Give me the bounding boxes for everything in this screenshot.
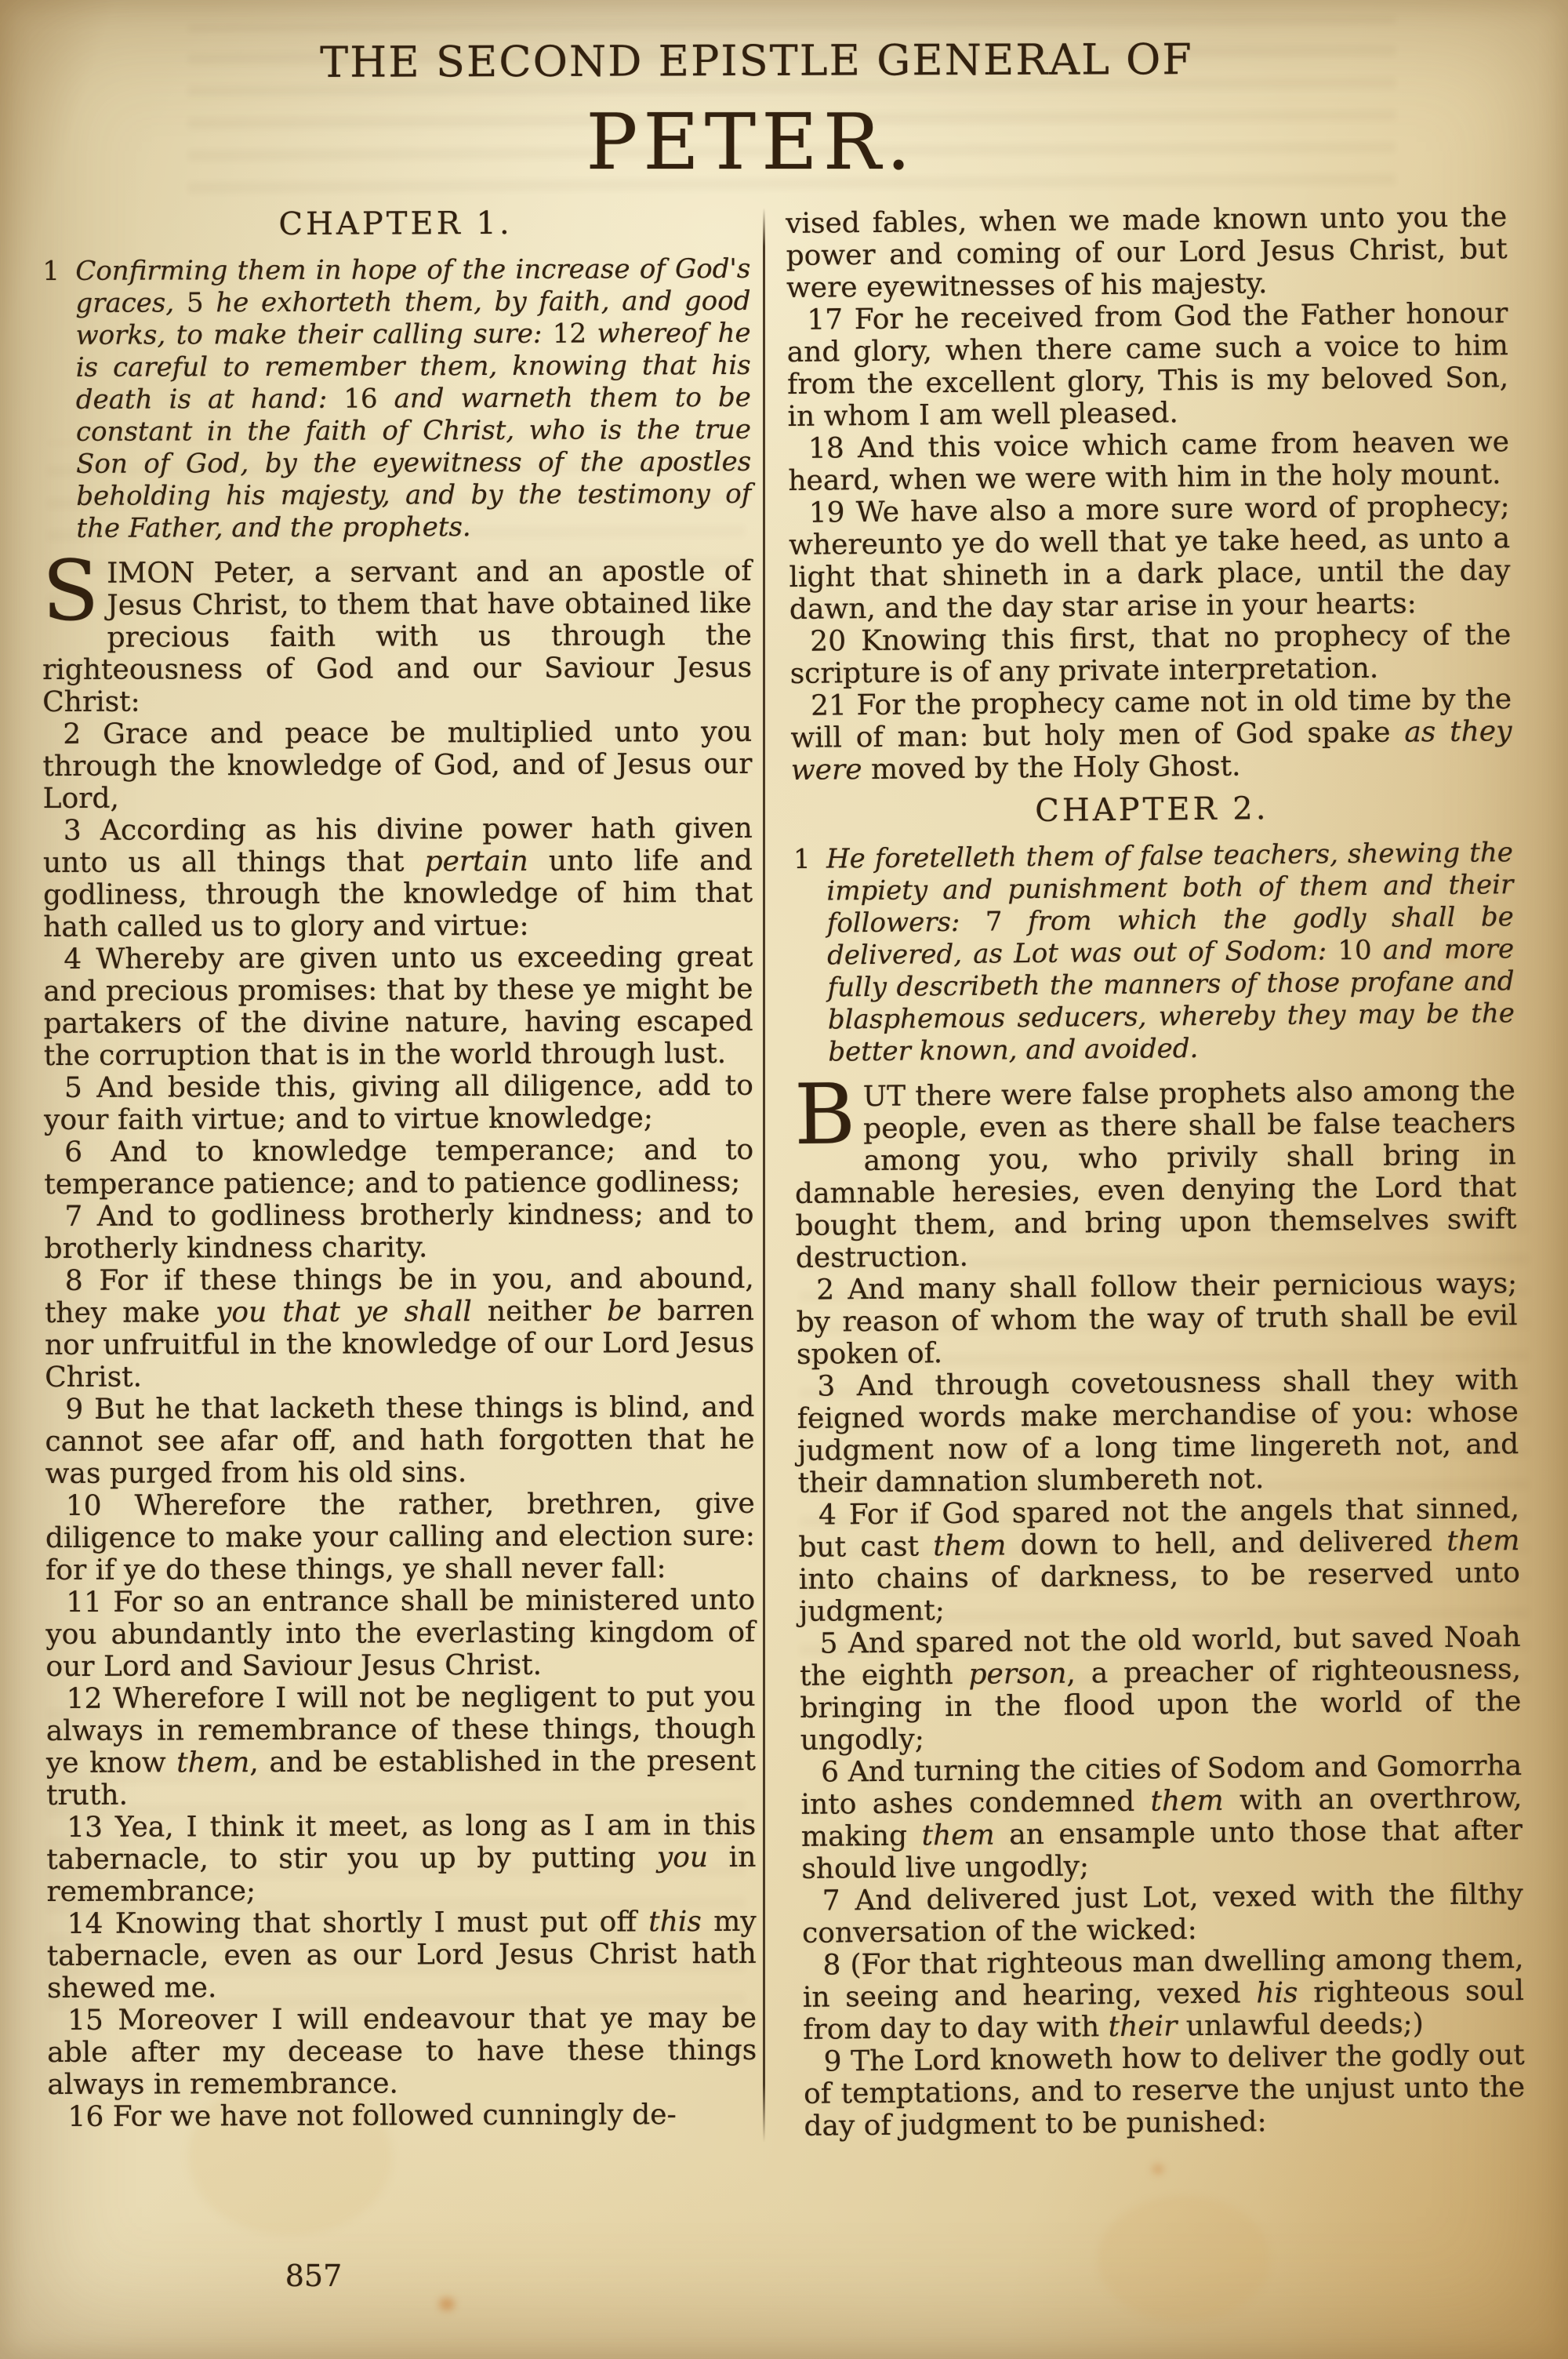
verse: vised fables, when we made known unto you the power and coming of our Lord Jesus Christ, but were eyewitnesses of his majesty.	[786, 201, 1508, 304]
verse: 19 We have also a more sure word of prophecy; whereunto ye do well that ye take heed, as unto a light that shineth in a dark place, until the day dawn, and the day star arise in your hearts:	[788, 490, 1511, 626]
page-number: 857	[285, 2259, 343, 2293]
chapter-2-heading: CHAPTER 2.	[1035, 791, 1269, 829]
chapter-2-verses	[793, 1066, 1526, 2143]
verse: 17 For he received from God the Father honour and glory, when there came such a voice to him from the excellent glory, This is my beloved Son, in whom I am well pleased.	[786, 297, 1509, 433]
verse: 4 For if God spared not the angels that sinned, but cast them down to hell, and delivered them into chains of darkness, to be reserved unto judgment;	[798, 1492, 1520, 1628]
verse: 2 Grace and peace be multiplied unto you through the knowledge of God, and of Jesus our Lord,	[42, 715, 753, 815]
verse: SIMON Peter, a servant and an apostle of Jesus Christ, to them that have obtained like precious faith with us through the righteousness of God and our Saviour Jesus Christ:	[42, 542, 753, 718]
verse: 5 And beside this, giving all diligence, add to your faith virtue; and to virtue knowledge;	[43, 1069, 753, 1136]
verse: 8 (For that righteous man dwelling among them, in seeing and hearing, vexed his righteous soul from day to day with their unlawful deeds;)	[802, 1943, 1525, 2046]
verse: 18 And this voice which came from heaven we heard, when we were with him in the holy mount.	[788, 426, 1510, 497]
verse: 6 And to knowledge temperance; and to temperance patience; and to patience godliness;	[44, 1133, 754, 1201]
summary-text: He foretelleth them of false teachers, shewing the impiety and punishment both of them and their followers: 7 from which the godly shall be delivered, as Lot was out of Sodom: 10 and more fully describeth the manners of those profane and blasphemous seducers, whereby they may be the better known, and avoided.	[826, 837, 1515, 1068]
verse: 10 Wherefore the rather, brethren, give diligence to make your calling and election sure: for if ye do these things, ye shall never fall:	[45, 1487, 755, 1587]
verse: 11 For so an entrance shall be ministered unto you abundantly into the everlasting kingdom of our Lord and Saviour Jesus Christ.	[45, 1583, 756, 1683]
verse: 7 And to godliness brotherly kindness; and to brotherly kindness charity.	[44, 1198, 754, 1265]
verse: 15 Moreover I will endeavour that ye may be able after my decease to have these things always in remembrance.	[47, 2001, 757, 2101]
page-stain	[439, 2298, 455, 2310]
chapter-1-verses-right	[786, 201, 1512, 787]
verse: 21 For the prophecy came not in old time by the will of man: but holy men of God spake as they were moved by the Holy Ghost.	[790, 683, 1512, 787]
verse: 9 But he that lacketh these things is blind, and cannot see afar off, and hath forgotten that he was purged from his old sins.	[45, 1390, 755, 1490]
verse: 9 The Lord knoweth how to deliver the godly out of temptations, and to reserve the unjust unto the day of judgment to be punished:	[803, 2039, 1526, 2143]
chapter-1-verses-left	[42, 542, 757, 2133]
verse: 13 Yea, I think it meet, as long as I am in this tabernacle, to stir you up by putting you in remembrance;	[46, 1808, 757, 1908]
verse: 20 Knowing this first, that no prophecy of the scripture is of any private interpretation.	[789, 619, 1512, 690]
verse: 12 Wherefore I will not be negligent to put you always in remembrance of these things, though ye know them, and be established in the present truth.	[45, 1680, 756, 1812]
verse: 4 Whereby are given unto us exceeding great and precious promises: that by these ye might be partakers of the divine nature, having escaped the corruption that is in the world through lust.	[43, 940, 753, 1072]
verse: 7 And delivered just Lot, vexed with the filthy conversation of the wicked:	[801, 1878, 1523, 1950]
summary-text: Confirming them in hope of the increase of God's graces, 5 he exhorteth them, by faith, and good works, to make their calling sure: 12 whereof he is careful to remember them, knowing that his death is at hand: 16 and warneth them to be constant in the faith of Christ, who is the true Son of God, by the eyewitness of the apostles beholding his majesty, and by the testimony of the Father, and the prophets.	[75, 253, 752, 544]
verse: 3 According as his divine power hath given unto us all things that pertain unto life and godliness, through the knowledge of him that hath called us to glory and virtue:	[42, 812, 753, 943]
verse: 6 And turning the cities of Sodom and Gomorrha into ashes condemned them with an overthrow, making them an ensample unto those that after should live ungodly;	[800, 1750, 1523, 1885]
verse: 3 And through covetousness shall they with feigned words make merchandise of you: whose judgment now of a long time lingereth not, and their damnation slumbereth not.	[797, 1364, 1519, 1499]
right-column	[786, 201, 1526, 2143]
verse: 8 For if these things be in you, and abound, they make you that ye shall neither be barren nor unfruitful in the knowledge of our Lord Jesus Christ.	[44, 1262, 755, 1394]
epistle-header: THE SECOND EPISTLE GENERAL OF	[320, 35, 1193, 87]
summary-verse-number: 1	[793, 843, 811, 875]
chapter-1-summary	[41, 253, 751, 545]
verse: 16 For we have not followed cunningly de-	[67, 2099, 677, 2133]
verse: BUT there were false prophets also among the people, even as there shall be false teachers among you, who privily shall bring in damnable heresies, even denying the Lord that bought them, and bring upon themselves swift destruction.	[793, 1066, 1517, 1274]
summary-verse-number: 1	[42, 255, 60, 287]
left-column	[41, 205, 757, 2133]
book-title: PETER.	[586, 98, 916, 187]
verse: 2 And many shall follow their pernicious ways; by reason of whom the way of truth shall be evil spoken of.	[796, 1267, 1518, 1371]
chapter-2-summary	[792, 837, 1515, 1069]
verse: 14 Knowing that shortly I must put off this my tabernacle, even as our Lord Jesus Christ hath shewed me.	[46, 1905, 757, 2005]
drop-cap-letter: B	[793, 1066, 856, 1163]
verse: 5 And spared not the old world, but saved Noah the eighth person, a preacher of righteousness, bringing in the flood upon the world of the ungodly;	[799, 1621, 1522, 1757]
column-divider-rule	[763, 208, 765, 2143]
page-stain	[1152, 2165, 1163, 2174]
drop-cap-letter: S	[42, 542, 100, 639]
text-columns	[0, 201, 1568, 2143]
page-stain	[1098, 2196, 1270, 2321]
chapter-1-heading: CHAPTER 1.	[278, 205, 513, 242]
